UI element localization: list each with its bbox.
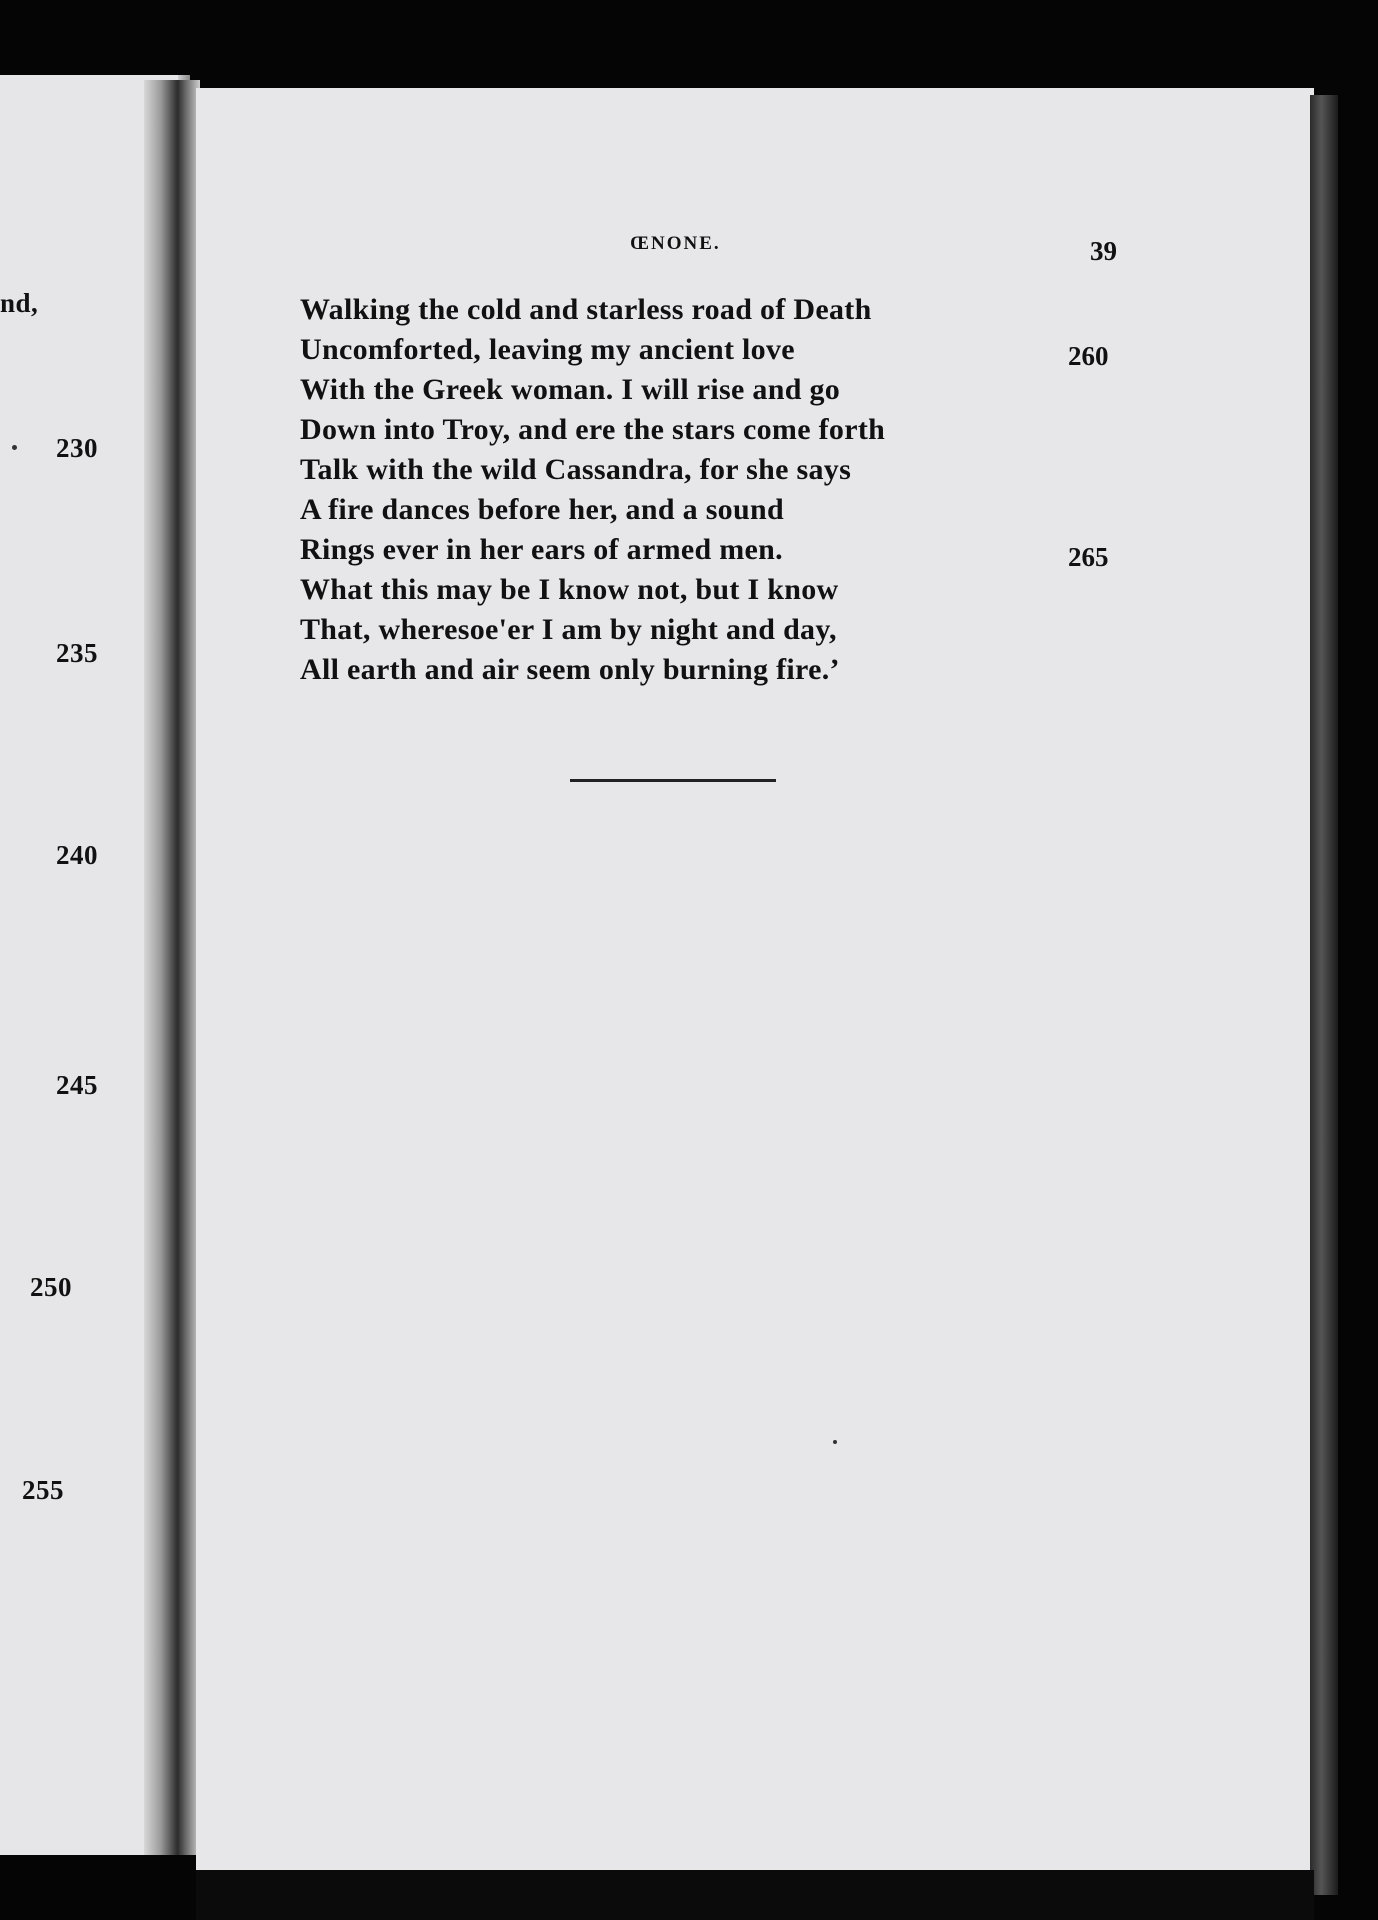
line-number-marker: 265 [1068,542,1109,572]
line-number-marker: 260 [1068,341,1109,371]
left-line-number: 230 [56,433,98,463]
left-line-number: 250 [30,1272,72,1302]
poem-line: Talk with the wild Cassandra, for she says [300,453,852,486]
poem-line: That, wheresoe'er I am by night and day, [300,613,837,646]
poem-line: Uncomforted, leaving my ancient love [300,333,795,366]
poem-line: All earth and air seem only burning fire.’ [300,653,840,686]
left-line-number: 245 [56,1070,98,1100]
poem-text [300,290,885,690]
left-line-number: 255 [22,1475,64,1505]
poem-line: Rings ever in her ears of armed men. [300,533,783,566]
left-page-fragment: nd, [0,288,39,318]
poem-line: A fire dances before her, and a sound [300,493,784,526]
section-rule [570,779,776,782]
left-line-number: 235 [56,638,98,668]
bottom-margin [196,1870,1314,1920]
poem-line: Down into Troy, and ere the stars come forth [300,413,886,446]
paper-speck [833,1440,837,1444]
book-gutter [144,80,200,1855]
page-edge [1310,95,1338,1895]
poem-line: What this may be I know not, but I know [300,573,839,606]
poem-line: With the Greek woman. I will rise and go [300,373,841,406]
left-line-number: 240 [56,840,98,870]
page-number: 39 [1090,236,1117,266]
left-page-dot [12,445,17,450]
running-head: ŒNONE. [630,233,721,254]
poem-line: Walking the cold and starless road of Death [300,293,872,326]
